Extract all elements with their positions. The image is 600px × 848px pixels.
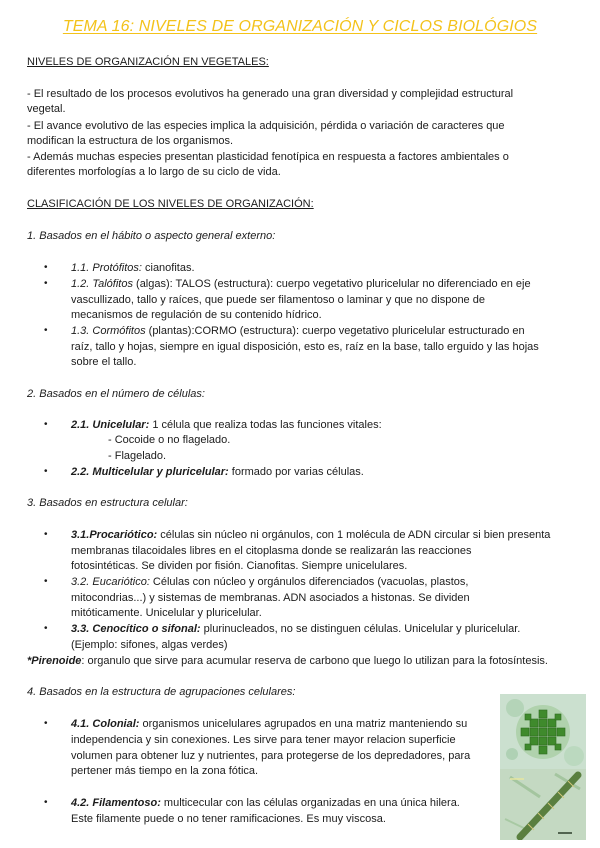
- list-item-cenocitico: 3.3. Cenocítico o sifonal: plurinucleados, no se distinguen células. Unicelular y pluricelular.: [71, 623, 521, 635]
- list-item-line: pertener más tiempo en la zona fótica.: [71, 765, 259, 777]
- list-item-line: sobre el tallo.: [71, 356, 137, 368]
- list-item-line: vascullizado, tallo y raíces, que puede ser filamentoso o laminar y que no dispone de: [71, 294, 485, 306]
- paragraph-line: - El avance evolutivo de las especies implica la adquisición, pérdida o variación de caracteres que: [27, 120, 505, 132]
- page-title: TEMA 16: NIVELES DE ORGANIZACIÓN Y CICLOS BIOLÓGIOS: [62, 18, 538, 35]
- paragraph-line: diferentes morfologías a lo largo de su ciclo de vida.: [27, 166, 281, 178]
- paragraph-line: modifican la estructura de los organismos.: [27, 135, 234, 147]
- bullet-icon: •: [44, 623, 48, 634]
- list-item-line: (Ejemplo: sifones, algas verdes): [71, 639, 228, 651]
- note-pirenoide: *Pirenoide: organulo que sirve para acumular reserva de carbono que luego lo utilizan para la fotosíntesis.: [27, 655, 548, 667]
- bullet-icon: •: [44, 576, 48, 587]
- list-item-line: volumen para obtener luz y nutrientes, para protegerse de los depredadores, para: [71, 750, 471, 762]
- filamentous-algae-image: [500, 769, 586, 840]
- list-item-colonial: 4.1. Colonial: organismos unicelulares agrupados en una matriz manteniendo su: [71, 718, 468, 730]
- bullet-icon: •: [44, 529, 48, 540]
- sub-item-flagelado: - Flagelado.: [108, 450, 167, 462]
- list-item-line: raíz, tallo y hojas, siempre en igual disposición, esto es, raíz en la base, tallo erguido y las hojas: [71, 341, 539, 353]
- section-heading-niveles: NIVELES DE ORGANIZACIÓN EN VEGETALES:: [27, 56, 269, 68]
- colonial-algae-micrograph-icon: [500, 694, 586, 770]
- subheading-habito: 1. Basados en el hábito o aspecto general externo:: [27, 230, 276, 242]
- list-item-line: mecanismos de regulación de su contenido hídrico.: [71, 309, 322, 321]
- bullet-icon: •: [44, 797, 48, 808]
- list-item-line: fotosintéticas. Se dividen por fisión. Cianofitas. Siempre unicelulares.: [71, 560, 408, 572]
- list-item-talofitos: 1.2. Talófitos (algas): TALOS (estructura): cuerpo vegetativo pluricelular no diferenciado en eje: [71, 278, 531, 290]
- list-item-procariotico: 3.1.Procariótico: células sin núcleo ni orgánulos, con 1 molécula de ADN circular si bien presenta: [71, 529, 551, 541]
- subheading-agrupaciones: 4. Basados en la estructura de agrupaciones celulares:: [27, 686, 296, 698]
- list-item-multicelular: 2.2. Multicelular y pluricelular: formado por varias células.: [71, 466, 364, 478]
- list-item-eucariotico: 3.2. Eucariótico: Células con núcleo y orgánulos diferenciados (vacuolas, plastos,: [71, 576, 469, 588]
- paragraph-line: - Además muchas especies presentan plasticidad fenotípica en respuesta a factores ambientales o: [27, 151, 509, 163]
- bullet-icon: •: [44, 262, 48, 273]
- list-item-filamentoso: 4.2. Filamentoso: multicecular con las células organizadas en una única hilera.: [71, 797, 460, 809]
- paragraph-line: vegetal.: [27, 103, 66, 115]
- list-item-protofitos: 1.1. Protófitos: cianofitas.: [71, 262, 195, 274]
- list-item-cormofitos: 1.3. Cormófitos (plantas):CORMO (estructura): cuerpo vegetativo pluricelular estructurado en: [71, 325, 525, 337]
- bullet-icon: •: [44, 466, 48, 477]
- list-item-line: independencia y sin conexiones. Les sirve para tener mayor relacion superficie: [71, 734, 456, 746]
- subheading-numero-celulas: 2. Basados en el número de células:: [27, 388, 205, 400]
- list-item-line: mitocondrias...) y sistemas de membranas. ADN asociados a histonas. Se dividen: [71, 592, 470, 604]
- sub-item-cocoide: - Cocoide o no flagelado.: [108, 434, 231, 446]
- bullet-icon: •: [44, 325, 48, 336]
- list-item-line: Este filamente puede o no tener ramificaciones. Es muy viscosa.: [71, 813, 386, 825]
- list-item-unicelular: 2.1. Unicelular: 1 célula que realiza todas las funciones vitales:: [71, 419, 382, 431]
- subheading-estructura-celular: 3. Basados en estructura celular:: [27, 497, 188, 509]
- filamentous-algae-micrograph-icon: [500, 769, 586, 840]
- bullet-icon: •: [44, 278, 48, 289]
- list-item-line: mitóticamente. Unicelular y pluricelular.: [71, 607, 262, 619]
- paragraph-line: - El resultado de los procesos evolutivos ha generado una gran diversidad y complejidad estructural: [27, 88, 514, 100]
- bullet-icon: •: [44, 419, 48, 430]
- list-item-line: membranas tilacoidales libres en el citoplasma donde se realizarán las reacciones: [71, 545, 472, 557]
- bullet-icon: •: [44, 718, 48, 729]
- colonial-algae-image: [500, 694, 586, 770]
- section-heading-clasificacion: CLASIFICACIÓN DE LOS NIVELES DE ORGANIZACIÓN:: [27, 198, 314, 210]
